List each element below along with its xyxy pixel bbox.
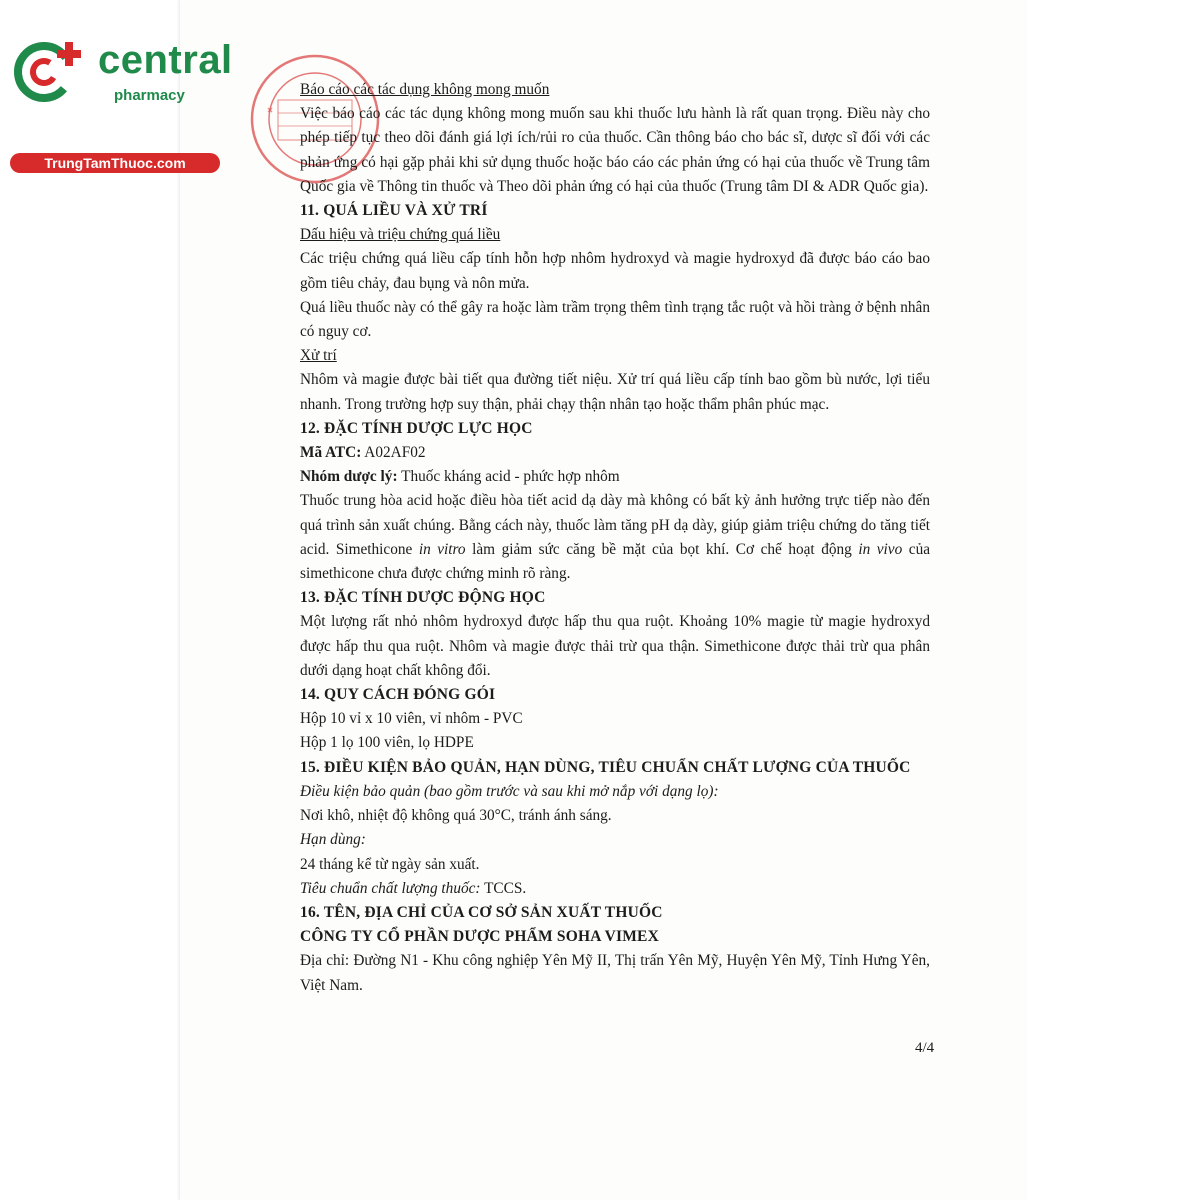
quality-standard-line xyxy=(300,877,930,901)
atc-code-line xyxy=(300,441,930,465)
overdose-treatment-heading: Xử trí xyxy=(300,347,337,365)
adverse-report-text: Việc báo cáo các tác dụng không mong muốn sau khi thuốc lưu hành là rất quan trọng. Điều này cho phép tiếp tục theo dõi đánh giá lợi ích/rủi ro của thuốc. Cần thông báo cho bác sĩ, dược sĩ đối với các phản ứng có hại gặp phải khi sử dụng thuốc hoặc báo cáo các phản ứng có hại của thuốc về Trung tâm Quốc gia về Thông tin thuốc và Theo dõi phản ứng có hại của thuốc (Trung tâm DI & ADR Quốc gia). xyxy=(300,105,930,195)
in-vivo-term: in vivo xyxy=(858,540,903,558)
shelf-life-text: 24 tháng kể từ ngày sản xuất. xyxy=(300,855,480,873)
packaging-line-2: Hộp 1 lọ 100 viên, lọ HDPE xyxy=(300,734,474,752)
brand-logo[interactable] xyxy=(10,36,233,171)
brand-website[interactable]: TrungTamThuoc.com xyxy=(10,153,220,173)
section-15-title: 15. ĐIỀU KIỆN BẢO QUẢN, HẠN DÙNG, TIÊU CHUẨN CHẤT LƯỢNG CỦA THUỐC xyxy=(300,758,911,776)
pharmacodynamics-text-part-c: của simethicone chưa được chứng minh rõ ràng. xyxy=(300,540,931,583)
overdose-risk-text: Quá liều thuốc này có thể gây ra hoặc làm trầm trọng thêm tình trạng tắc ruột và hồi tràng ở bệnh nhân có nguy cơ. xyxy=(300,298,930,341)
shelf-life-label: Hạn dùng: xyxy=(300,831,366,849)
section-11-title: 11. QUÁ LIỀU VÀ XỬ TRÍ xyxy=(300,202,488,220)
pharmacodynamics-text xyxy=(300,489,930,586)
storage-conditions-text: Nơi khô, nhiệt độ không quá 30°C, tránh ánh sáng. xyxy=(300,807,612,825)
packaging-line-1: Hộp 10 vỉ x 10 viên, vỉ nhôm - PVC xyxy=(300,710,523,728)
section-14-title: 14. QUY CÁCH ĐÓNG GÓI xyxy=(300,686,496,704)
pharmacologic-group-value: Thuốc kháng acid - phức hợp nhôm xyxy=(397,468,620,486)
brand-name: central xyxy=(98,38,233,82)
atc-code-label: Mã ATC: xyxy=(300,444,362,462)
pharmacologic-group-line xyxy=(300,465,930,489)
pharmacodynamics-text-part-a: Thuốc trung hòa acid hoặc điều hòa tiết acid dạ dày mà không có bất kỳ ảnh hưởng trực tiếp nào đến quá trình sản xuất chúng. Bằng cách này, thuốc làm tăng pH dạ dày, giúp giảm triệu chứng do tăng tiết acid. Simethicone xyxy=(300,492,930,558)
section-16-title: 16. TÊN, ĐỊA CHỈ CỦA CƠ SỞ SẢN XUẤT THUỐC xyxy=(300,903,663,921)
document-content xyxy=(300,78,930,998)
adverse-report-heading: Báo cáo các tác dụng không mong muốn xyxy=(300,81,550,98)
manufacturer-name: CÔNG TY CỔ PHẦN DƯỢC PHẨM SOHA VIMEX xyxy=(300,928,659,946)
pharmacy-cross-logo-icon xyxy=(10,36,92,106)
brand-subtitle: pharmacy xyxy=(114,87,185,104)
in-vitro-term: in vitro xyxy=(418,540,466,558)
quality-standard-label: Tiêu chuẩn chất lượng thuốc: xyxy=(300,879,481,897)
section-13-title: 13. ĐẶC TÍNH DƯỢC ĐỘNG HỌC xyxy=(300,589,546,607)
overdose-signs-text: Các triệu chứng quá liều cấp tính hỗn hợp nhôm hydroxyd và magie hydroxyd đã được báo cáo bao gồm tiêu chảy, đau bụng và nôn mửa. xyxy=(300,250,930,292)
overdose-signs-heading: Dấu hiệu và triệu chứng quá liều xyxy=(300,226,501,244)
pharmacodynamics-text-part-b: làm giảm sức căng bề mặt của bọt khí. Cơ chế hoạt động xyxy=(465,540,859,558)
section-12-title: 12. ĐẶC TÍNH DƯỢC LỰC HỌC xyxy=(300,419,533,437)
quality-standard-value: TCCS. xyxy=(480,879,527,897)
page-number: 4/4 xyxy=(915,1040,935,1056)
overdose-treatment-text: Nhôm và magie được bài tiết qua đường tiết niệu. Xử trí quá liều cấp tính bao gồm bù nước, lợi tiểu nhanh. Trong trường hợp suy thận, phải chạy thận nhân tạo hoặc thẩm phân phúc mạc. xyxy=(300,371,930,413)
storage-conditions-label: Điều kiện bảo quản (bao gồm trước và sau khi mở nắp với dạng lọ): xyxy=(300,782,719,800)
manufacturer-address: Địa chỉ: Đường N1 - Khu công nghiệp Yên Mỹ II, Thị trấn Yên Mỹ, Huyện Yên Mỹ, Tỉnh Hưng Yên, Việt Nam. xyxy=(300,952,930,994)
atc-code-value: A02AF02 xyxy=(361,444,426,462)
pharmacokinetics-text: Một lượng rất nhỏ nhôm hydroxyd được hấp thu qua ruột. Khoảng 10% magie từ magie hydroxyd được hấp thu qua ruột. Nhôm và magie được thải trừ qua thận. Simethicone được thải trừ qua phân dưới dạng hoạt chất không đổi. xyxy=(300,613,930,679)
pharmacologic-group-label: Nhóm dược lý: xyxy=(300,468,398,486)
